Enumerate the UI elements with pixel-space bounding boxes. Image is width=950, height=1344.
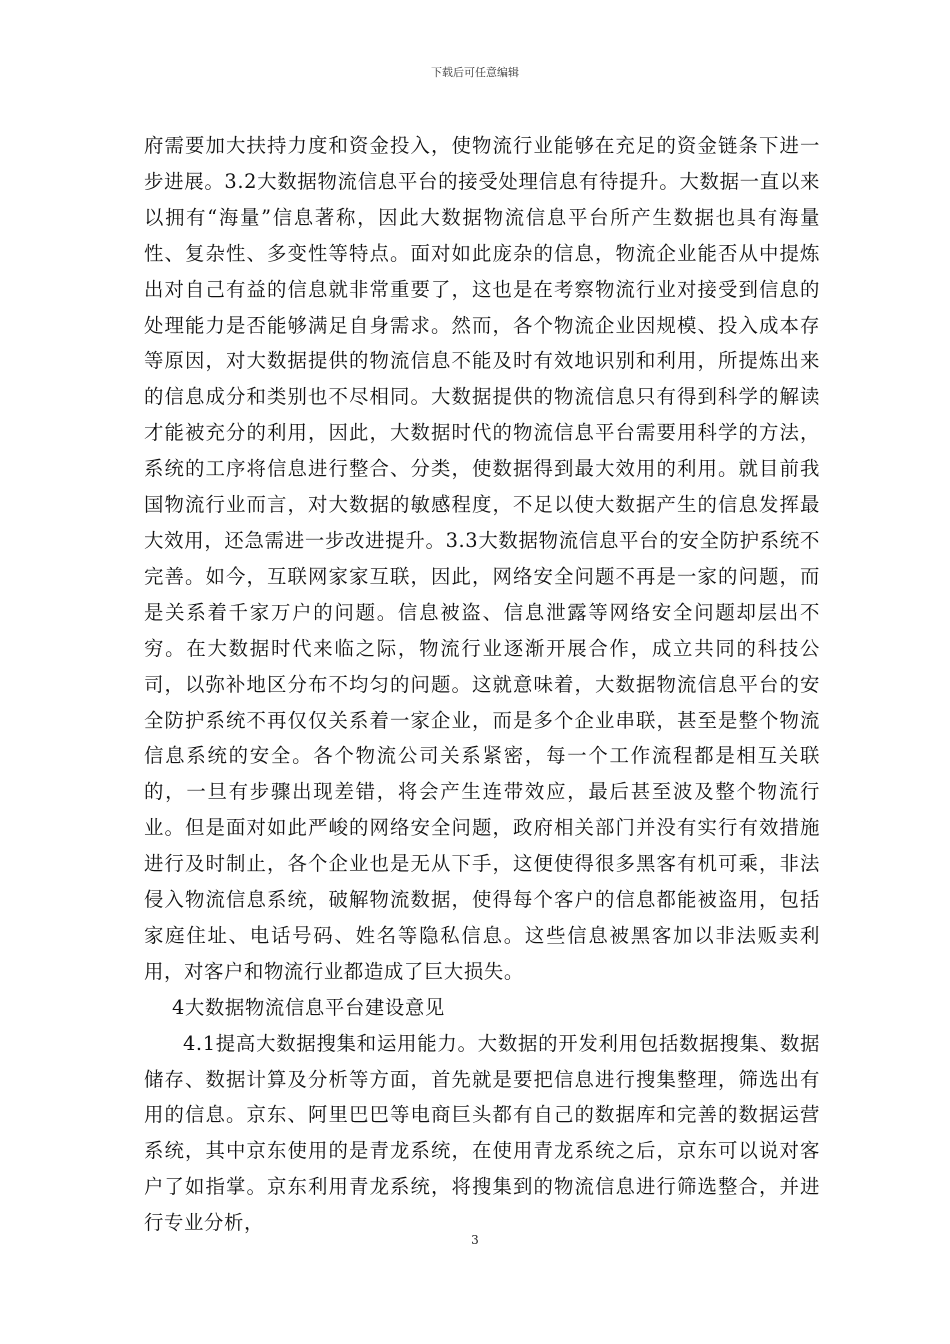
page-number: 3 (471, 1233, 479, 1247)
body-paragraph: 府需要加大扶持力度和资金投入，使物流行业能够在充足的资金链条下进一步进展。3.2大数据物流信息平台的接受处理信息有待提升。大数据一直以来以拥有“海量”信息著称，因此大数据物流信息平台所产生数据也具有海量性、复杂性、多变性等特点。面对如此庞杂的信息，物流企业能否从中提炼出对自己有益的信息就非常重要了，这也是在考察物流行业对接受到信息的处理能力是否能够满足自身需求。然而，各个物流企业因规模、投入成本存等原因，对大数据提供的物流信息不能及时有效地识别和利用，所提炼出来的信息成分和类别也不尽相同。大数据提供的物流信息只有得到科学的解读才能被充分的利用，因此，大数据时代的物流信息平台需要用科学的方法，系统的工序将信息进行整合、分类，使数据得到最大效用的利用。就目前我国物流行业而言，对大数据的敏感程度，不足以使大数据产生的信息发挥最大效用，还急需进一步改进提升。3.3大数据物流信息平台的安全防护系统不完善。如今，互联网家家互联，因此，网络安全问题不再是一家的问题，而是关系着千家万户的问题。信息被盗、信息泄露等网络安全问题却层出不穷。在大数据时代来临之际，物流行业逐渐开展合作，成立共同的科技公司，以弥补地区分布不均匀的问题。这就意味着，大数据物流信息平台的安全防护系统不再仅仅关系着一家企业，而是多个企业串联，甚至是整个物流信息系统的安全。各个物流公司关系紧密，每一个工作流程都是相互关联的，一旦有步骤出现差错，将会产生连带效应，最后甚至波及整个物流行业。但是面对如此严峻的网络安全问题，政府相关部门并没有实行有效措施进行及时制止，各个企业也是无从下手，这便使得很多黑客有机可乘，非法侵入物流信息系统，破解物流数据，使得每个客户的信息都能被盗用，包括家庭住址、电话号码、姓名等隐私信息。这些信息被黑客加以非法贩卖利用，对客户和物流行业都造成了巨大损失。 (144, 134, 820, 983)
page-header: 下载后可任意编辑 (431, 66, 519, 79)
document-body (144, 128, 820, 1241)
section-heading: 4大数据物流信息平台建设意见 (172, 995, 445, 1019)
body-paragraph: 4.1提高大数据搜集和运用能力。大数据的开发利用包括数据搜集、数据储存、数据计算及分析等方面，首先就是要把信息进行搜集整理，筛选出有用的信息。京东、阿里巴巴等电商巨头都有自己的数据库和完善的数据运营系统，其中京东使用的是青龙系统，在使用青龙系统之后，京东可以说对客户了如指掌。京东利用青龙系统，将搜集到的物流信息进行筛选整合，并进行专业分析， (144, 1031, 820, 1235)
